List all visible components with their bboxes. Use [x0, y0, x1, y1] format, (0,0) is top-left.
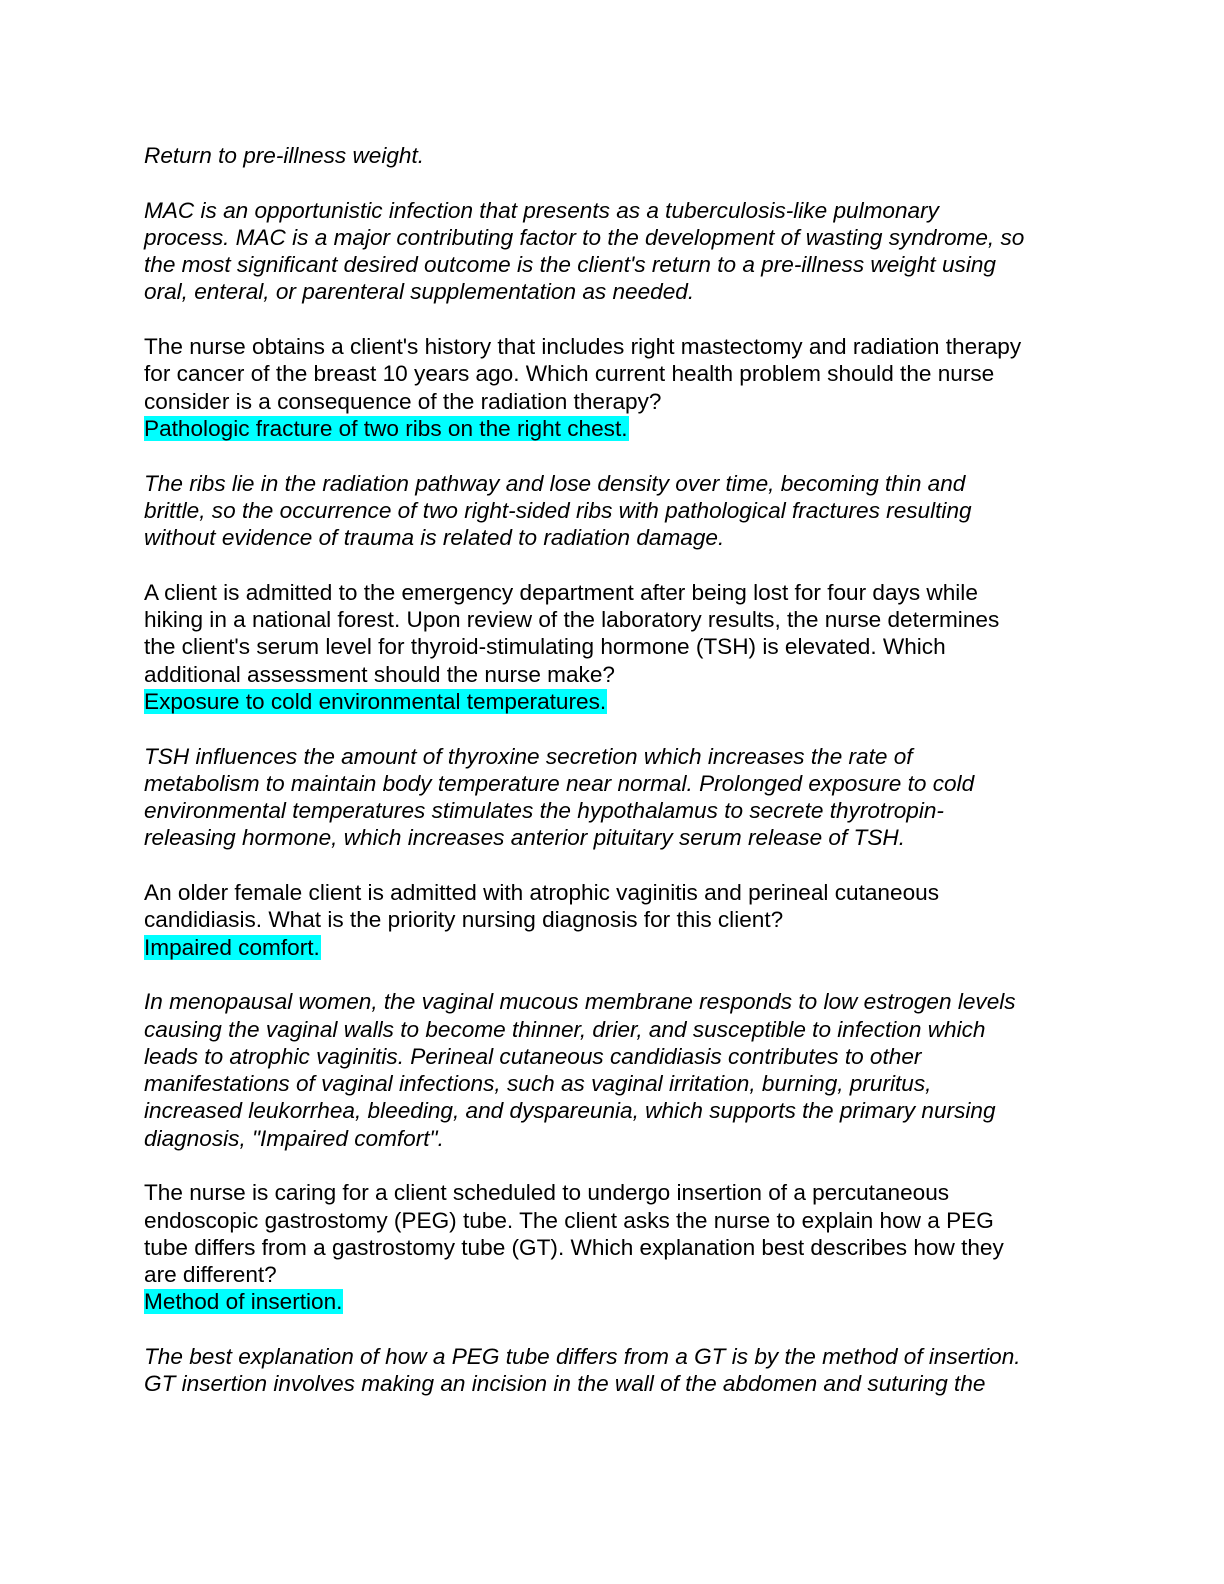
document-page	[144, 142, 1084, 1425]
highlighted-answer: Method of insertion.	[144, 1289, 343, 1315]
highlighted-answer: Pathologic fracture of two ribs on the right chest.	[144, 415, 628, 441]
rationale-text: The ribs lie in the radiation pathway and lose density over time, becoming thin and brittle, so the occurrence of two right-sided ribs with pathological fractures resulting without evidence of trauma is related to radiation damage.	[144, 470, 972, 551]
qa-item-4	[144, 1179, 1084, 1397]
question-text: An older female client is admitted with atrophic vaginitis and perineal cutaneous candidiasis. What is the priority nursing diagnosis for this client?	[144, 880, 939, 933]
intro-rationale: MAC is an opportunistic infection that presents as a tuberculosis-like pulmonary process. MAC is a major contributing factor to the development of wasting syndrome, so the most significant desired outcome is the client's return to a pre-illness weight using oral, enteral, or parenteral supplementation as needed.	[144, 197, 1025, 305]
question-text: The nurse is caring for a client scheduled to undergo insertion of a percutaneous endoscopic gastrostomy (PEG) tube. The client asks the nurse to explain how a PEG tube differs from a gastrostomy tube (GT). Which explanation best describes how they are different?	[144, 1180, 1004, 1288]
intro-answer: Return to pre-illness weight.	[144, 143, 425, 168]
qa-item-2	[144, 579, 1084, 852]
question-text: The nurse obtains a client's history that includes right mastectomy and radiation therapy for cancer of the breast 10 years ago. Which current health problem should the nurse consider is a consequence of the radiation therapy?	[144, 334, 1022, 414]
rationale-text: The best explanation of how a PEG tube differs from a GT is by the method of insertion. GT insertion involves making an incision in the wall of the abdomen and suturing the	[144, 1344, 1021, 1397]
highlighted-answer: Impaired comfort.	[144, 934, 320, 960]
rationale-text: In menopausal women, the vaginal mucous membrane responds to low estrogen levels causing the vaginal walls to become thinner, drier, and susceptible to infection which leads to atrophic vaginitis. Perineal cutaneous candidiasis contributes to other manifestations of vaginal infections, such as vaginal irritation, burning, pruritus, increased leukorrhea, bleeding, and dyspareunia, which supports the primary nursing diagnosis, "Impaired comfort".	[144, 989, 1016, 1151]
rationale-text: TSH influences the amount of thyroxine secretion which increases the rate of metabolism to maintain body temperature near normal. Prolonged exposure to cold environmental temperatures stimulates the hypothalamus to secrete thyrotropin- releasing hormone, which increases anterior pituitary serum release of TSH.	[144, 743, 975, 851]
qa-item-3	[144, 879, 1084, 1152]
highlighted-answer: Exposure to cold environmental temperatures.	[144, 688, 607, 714]
qa-item-1	[144, 333, 1084, 551]
question-text: A client is admitted to the emergency department after being lost for four days while hiking in a national forest. Upon review of the laboratory results, the nurse determines the client's serum level for thyroid-stimulating hormone (TSH) is elevated. Which additional assessment should the nurse make?	[144, 579, 1000, 687]
